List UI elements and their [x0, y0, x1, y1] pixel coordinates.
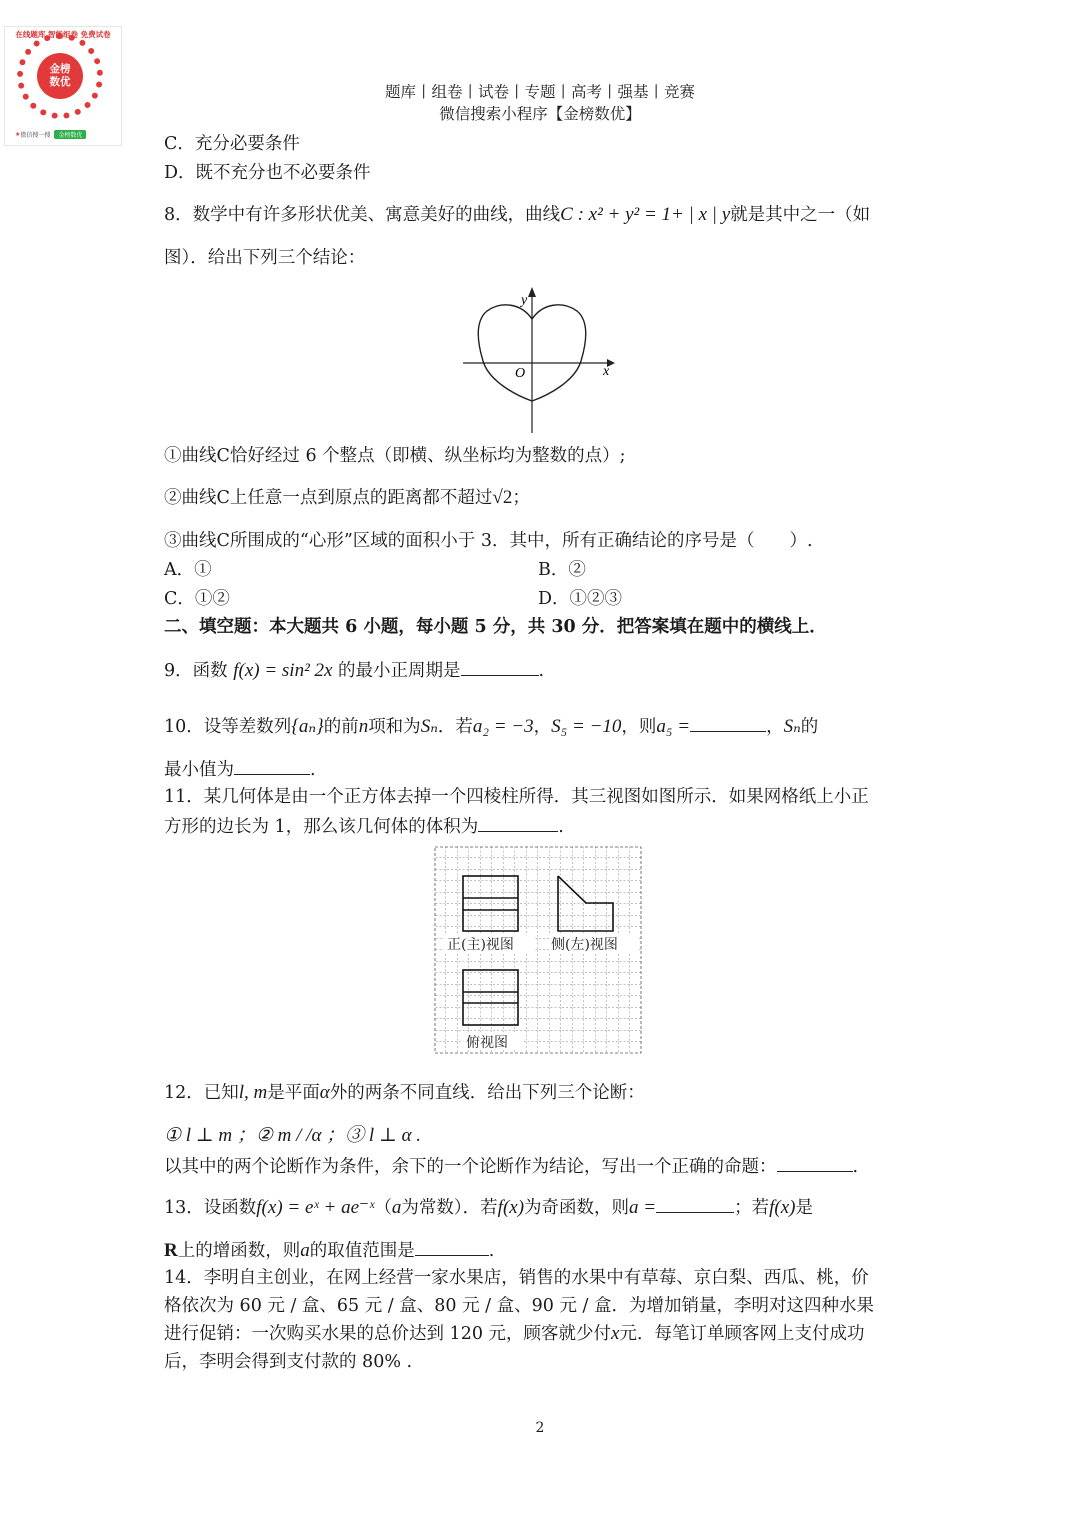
q11-blank[interactable]	[478, 813, 558, 832]
y-axis-arrow	[528, 287, 536, 297]
three-view-figure	[434, 846, 642, 1054]
q8-intro: 8．数学中有许多形状优美、寓意美好的曲线，曲线C : x² + y² = 1+ | x | y就是其中之一（如	[164, 204, 871, 225]
heart-curve-figure	[455, 283, 625, 435]
q7-option-d: D．既不充分也不必要条件	[164, 163, 371, 183]
header-nav: 题库丨组卷丨试卷丨专题丨高考丨强基丨竞赛	[384, 83, 695, 101]
logo-center: 金榜 数优	[37, 53, 83, 99]
x-label: x	[603, 364, 610, 379]
page-number: 2	[535, 1420, 545, 1436]
q10-line-2: 最小值为 .	[164, 756, 316, 782]
q9-blank[interactable]	[461, 657, 539, 676]
q12-line-3: 以其中的两个论断作为条件，余下的一个论断作为结论，写出一个正确的命题： .	[164, 1153, 858, 1179]
q13-blank-range[interactable]	[415, 1237, 489, 1256]
q8-conclusion-2: ②曲线C上任意一点到原点的距离都不超过√2；	[164, 487, 530, 508]
q8-option-c: C．①②	[164, 589, 230, 609]
origin-label: O	[515, 366, 526, 381]
q13-line-2: R上的增函数，则a的取值范围是 .	[164, 1237, 494, 1263]
q11-line-1: 11．某几何体是由一个正方体去掉一个四棱柱所得．其三视图如图所示．如果网格纸上小正	[164, 787, 869, 807]
q10-blank-min[interactable]	[234, 756, 310, 775]
q13-blank-a[interactable]	[656, 1194, 734, 1213]
q10-line-1: 10．设等差数列{aₙ}的前n项和为Sₙ．若a₂ = −3，S₅ = −10，则a₅ = ，Sₙ的	[164, 713, 818, 739]
q10-blank-a5[interactable]	[690, 713, 766, 732]
q13-line-1: 13．设函数f(x) = eˣ + ae⁻ˣ（a为常数）．若f(x)为奇函数，则a = ；若f(x)是	[164, 1194, 813, 1220]
q14-line-1: 14．李明自主创业，在网上经营一家水果店，销售的水果中有草莓、京白梨、西瓜、桃，价	[164, 1268, 869, 1288]
q8-option-d: D．①②③	[538, 589, 623, 609]
q8-intro-2: 图）．给出下列三个结论：	[164, 248, 366, 268]
q12-line-2: ① l ⊥ m ；② m / /α ；③ l ⊥ α .	[164, 1125, 422, 1146]
star-icon: ★	[15, 131, 21, 138]
q12-blank[interactable]	[777, 1153, 853, 1172]
q8-conclusion-3: ③曲线C所围成的“心形”区域的面积小于 3．其中，所有正确结论的序号是（ ）.	[164, 531, 813, 551]
q8-option-b: B．②	[538, 560, 586, 580]
q14-line-3: 进行促销：一次购买水果的总价达到 120 元，顾客就少付x元．每笔订单顾客网上支付成功	[164, 1323, 865, 1344]
q8-option-a: A．①	[164, 560, 212, 580]
q11-line-2: 方形的边长为 1，那么该几何体的体积为 .	[164, 813, 564, 839]
q12-line-1: 12．已知l, m是平面α外的两条不同直线．给出下列三个论断：	[164, 1082, 645, 1103]
logo-bar: ★ 微信搜一搜 金榜数优	[15, 130, 111, 139]
section-2-heading: 二、填空题：本大题共 6 小题，每小题 5 分，共 30 分．把答案填在题中的横线上．	[164, 617, 827, 637]
q14-line-4: 后，李明会得到支付款的 80% .	[164, 1352, 413, 1372]
q7-option-c: C．充分必要条件	[164, 134, 300, 154]
top-view-label: 俯视图	[466, 1035, 508, 1051]
front-view-label: 正(主)视图	[447, 937, 514, 953]
q9: 9．函数 f(x) = sin² 2x 的最小正周期是 .	[164, 657, 544, 683]
q14-line-2: 格依次为 60 元 / 盒、65 元 / 盒、80 元 / 盒、90 元 / 盒．为增加销量，李明对这四种水果	[164, 1296, 874, 1316]
q8-formula: C : x² + y² = 1+ | x | y	[560, 204, 731, 225]
header-subtitle: 微信搜索小程序【金榜数优】	[439, 105, 641, 123]
y-label: y	[521, 293, 528, 308]
side-view-label: 侧(左)视图	[551, 937, 618, 953]
q8-conclusion-1: ①曲线C恰好经过 6 个整点（即横、纵坐标均为整数的点）;	[164, 446, 626, 466]
logo-arc-text: 在线题库 智能组卷 免费试卷	[15, 30, 111, 39]
